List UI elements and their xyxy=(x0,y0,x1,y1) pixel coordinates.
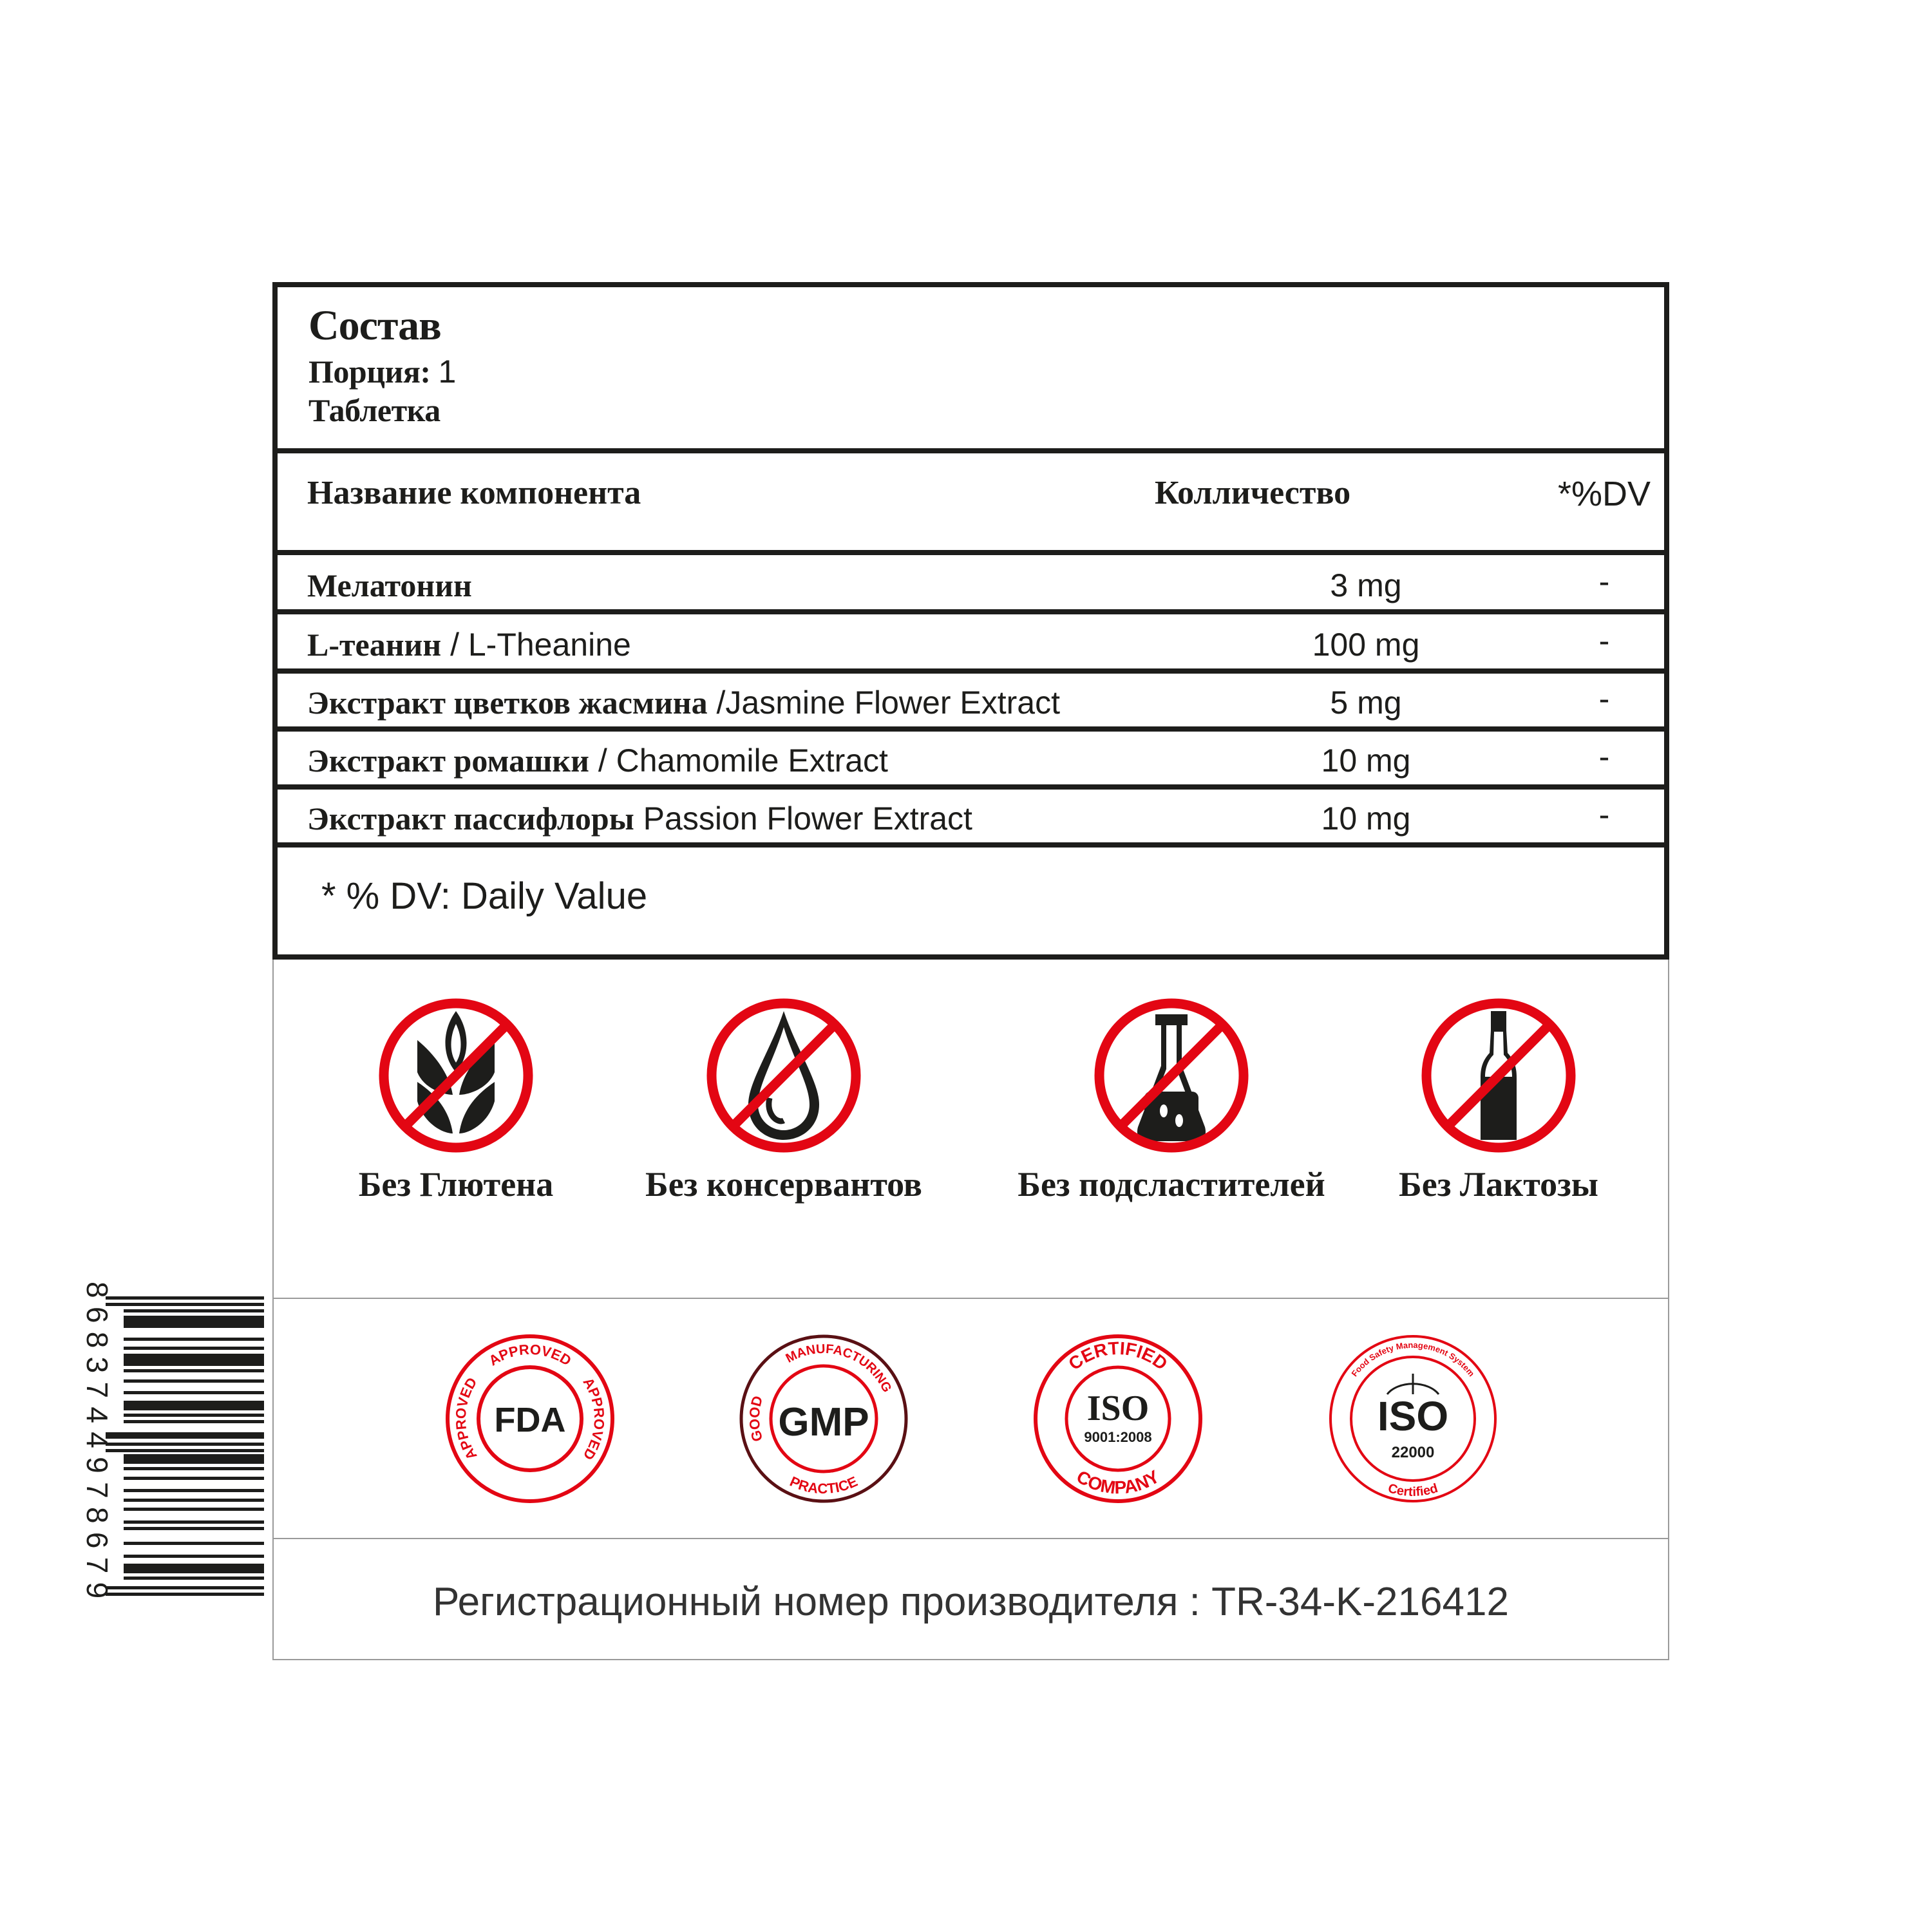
badge-ring-text: MANUFACTURING xyxy=(783,1341,895,1395)
composition-table xyxy=(272,282,1669,960)
barcode-number: 8683744978679 xyxy=(80,1282,114,1607)
divider xyxy=(278,448,1664,453)
ingredient-name xyxy=(307,626,631,663)
no-gluten-icon xyxy=(372,992,540,1159)
badge-sub-text: 9001:2008 xyxy=(1084,1429,1152,1445)
serving-label: Порция: xyxy=(308,354,431,390)
ingredient-dv: - xyxy=(1598,681,1610,717)
ingredient-name xyxy=(307,800,972,837)
barcode-bar xyxy=(124,1414,264,1417)
ingredient-name-ru: Экстракт пассифлоры xyxy=(307,800,634,837)
column-header-dv: *%DV xyxy=(1557,475,1651,513)
badge-ring-text: PRACTICE xyxy=(787,1473,860,1497)
barcode-bar xyxy=(124,1508,264,1511)
badge-ring-text: COMPANY xyxy=(1073,1466,1163,1498)
free-from-label: Без подсластителей xyxy=(1018,1165,1325,1204)
ingredient-name-ru: L-теанин xyxy=(307,627,442,663)
barcode-bar xyxy=(106,1449,264,1452)
ingredient-dv: - xyxy=(1598,739,1610,775)
ingredient-name-en: /Jasmine Flower Extract xyxy=(707,685,1060,721)
serving-unit: Таблетка xyxy=(308,392,440,428)
ingredient-amount: 10 mg xyxy=(1321,743,1411,779)
registration-number: Регистрационный номер производителя : TR-34-K-216412 xyxy=(433,1580,1509,1624)
barcode-bar xyxy=(124,1577,264,1580)
serving-line xyxy=(308,353,456,390)
barcode-bar xyxy=(106,1586,264,1589)
table-row xyxy=(278,788,1664,846)
table-row xyxy=(278,555,1664,613)
badge-ring-text: GOOD xyxy=(746,1394,766,1444)
barcode-bar xyxy=(106,1303,264,1306)
ingredient-dv: - xyxy=(1598,623,1610,659)
barcode-bar xyxy=(124,1527,264,1530)
barcode-bar xyxy=(124,1467,264,1470)
badge-ring-text: APPROVED xyxy=(452,1374,480,1463)
ingredient-amount: 5 mg xyxy=(1330,685,1402,721)
barcode-bar xyxy=(124,1309,264,1312)
ingredient-name xyxy=(307,742,888,779)
barcode-bar xyxy=(124,1391,264,1394)
badge-ring-text: Food Safety Management System xyxy=(1349,1340,1477,1379)
ingredient-amount: 3 mg xyxy=(1330,567,1402,603)
column-header-amount: Колличество xyxy=(1155,475,1351,511)
ingredient-name-en: / Chamomile Extract xyxy=(589,743,888,779)
barcode-bar xyxy=(124,1379,264,1383)
badge-ring-text: APPROVED xyxy=(580,1374,608,1463)
free-from-label: Без Лактозы xyxy=(1399,1165,1598,1204)
barcode-bar xyxy=(124,1555,264,1558)
badge-sub-text: 22000 xyxy=(1391,1444,1435,1461)
barcode-bar xyxy=(124,1489,264,1492)
barcode-bar xyxy=(124,1354,264,1366)
barcode-bar xyxy=(106,1432,264,1439)
barcode-bar xyxy=(124,1369,264,1372)
ingredient-amount: 10 mg xyxy=(1321,800,1411,837)
badge-ring-text: Certified xyxy=(1386,1481,1440,1500)
no-sweeteners-icon xyxy=(1088,992,1255,1159)
ingredient-dv: - xyxy=(1598,797,1610,833)
badge-ring-text: APPROVED xyxy=(486,1341,574,1369)
divider xyxy=(278,550,1664,555)
table-row xyxy=(278,614,1664,672)
divider xyxy=(278,842,1664,848)
column-header-name: Название компонента xyxy=(307,475,641,511)
barcode-bar xyxy=(124,1542,264,1545)
badge-center-text: ISO xyxy=(1086,1388,1150,1428)
ingredient-name-ru: Мелатонин xyxy=(307,567,472,603)
iso-22000-badge xyxy=(1326,1332,1500,1506)
badge-center-text: FDA xyxy=(494,1401,566,1439)
barcode-bar xyxy=(124,1316,264,1328)
no-lactose-icon xyxy=(1415,992,1582,1159)
barcode-bar xyxy=(124,1454,264,1464)
barcode-bar xyxy=(124,1477,264,1480)
free-from-label: Без консервантов xyxy=(645,1165,922,1204)
barcode-bar xyxy=(106,1296,264,1300)
divider xyxy=(278,609,1664,614)
ingredient-name xyxy=(307,684,1060,721)
badge-center-text: ISO xyxy=(1377,1393,1449,1439)
barcode-bar xyxy=(124,1564,264,1573)
serving-value: 1 xyxy=(438,354,456,390)
badge-ring-text: CERTIFIED xyxy=(1065,1338,1171,1374)
barcode-digits xyxy=(76,1282,115,1655)
badge-center-text: GMP xyxy=(778,1400,869,1444)
footnote: * % DV: Daily Value xyxy=(321,875,648,917)
barcode-bar xyxy=(124,1338,264,1341)
no-preservatives-icon xyxy=(700,992,867,1159)
fda-approved-badge xyxy=(443,1332,617,1506)
iso-9001-badge xyxy=(1031,1332,1205,1506)
barcode-bar xyxy=(124,1520,264,1524)
table-row xyxy=(278,672,1664,730)
ingredient-name-en: / L-Theanine xyxy=(441,627,631,663)
ingredient-dv: - xyxy=(1598,564,1610,600)
ingredient-name-en: Passion Flower Extract xyxy=(634,800,972,837)
gmp-badge xyxy=(737,1332,911,1506)
ingredient-name xyxy=(307,567,472,604)
ingredient-amount: 100 mg xyxy=(1312,627,1420,663)
barcode-bar xyxy=(124,1401,264,1410)
barcode-bar xyxy=(124,1347,264,1350)
free-from-label: Без Глютена xyxy=(358,1165,554,1204)
barcode-bar xyxy=(124,1420,264,1423)
composition-title: Состав xyxy=(308,302,441,349)
ingredient-name-ru: Экстракт цветков жасмина xyxy=(307,685,708,721)
barcode-bar xyxy=(106,1593,264,1596)
barcode-bar xyxy=(124,1499,264,1502)
table-row xyxy=(278,730,1664,788)
barcode-bar xyxy=(106,1443,264,1446)
ingredient-name-ru: Экстракт ромашки xyxy=(307,743,589,779)
